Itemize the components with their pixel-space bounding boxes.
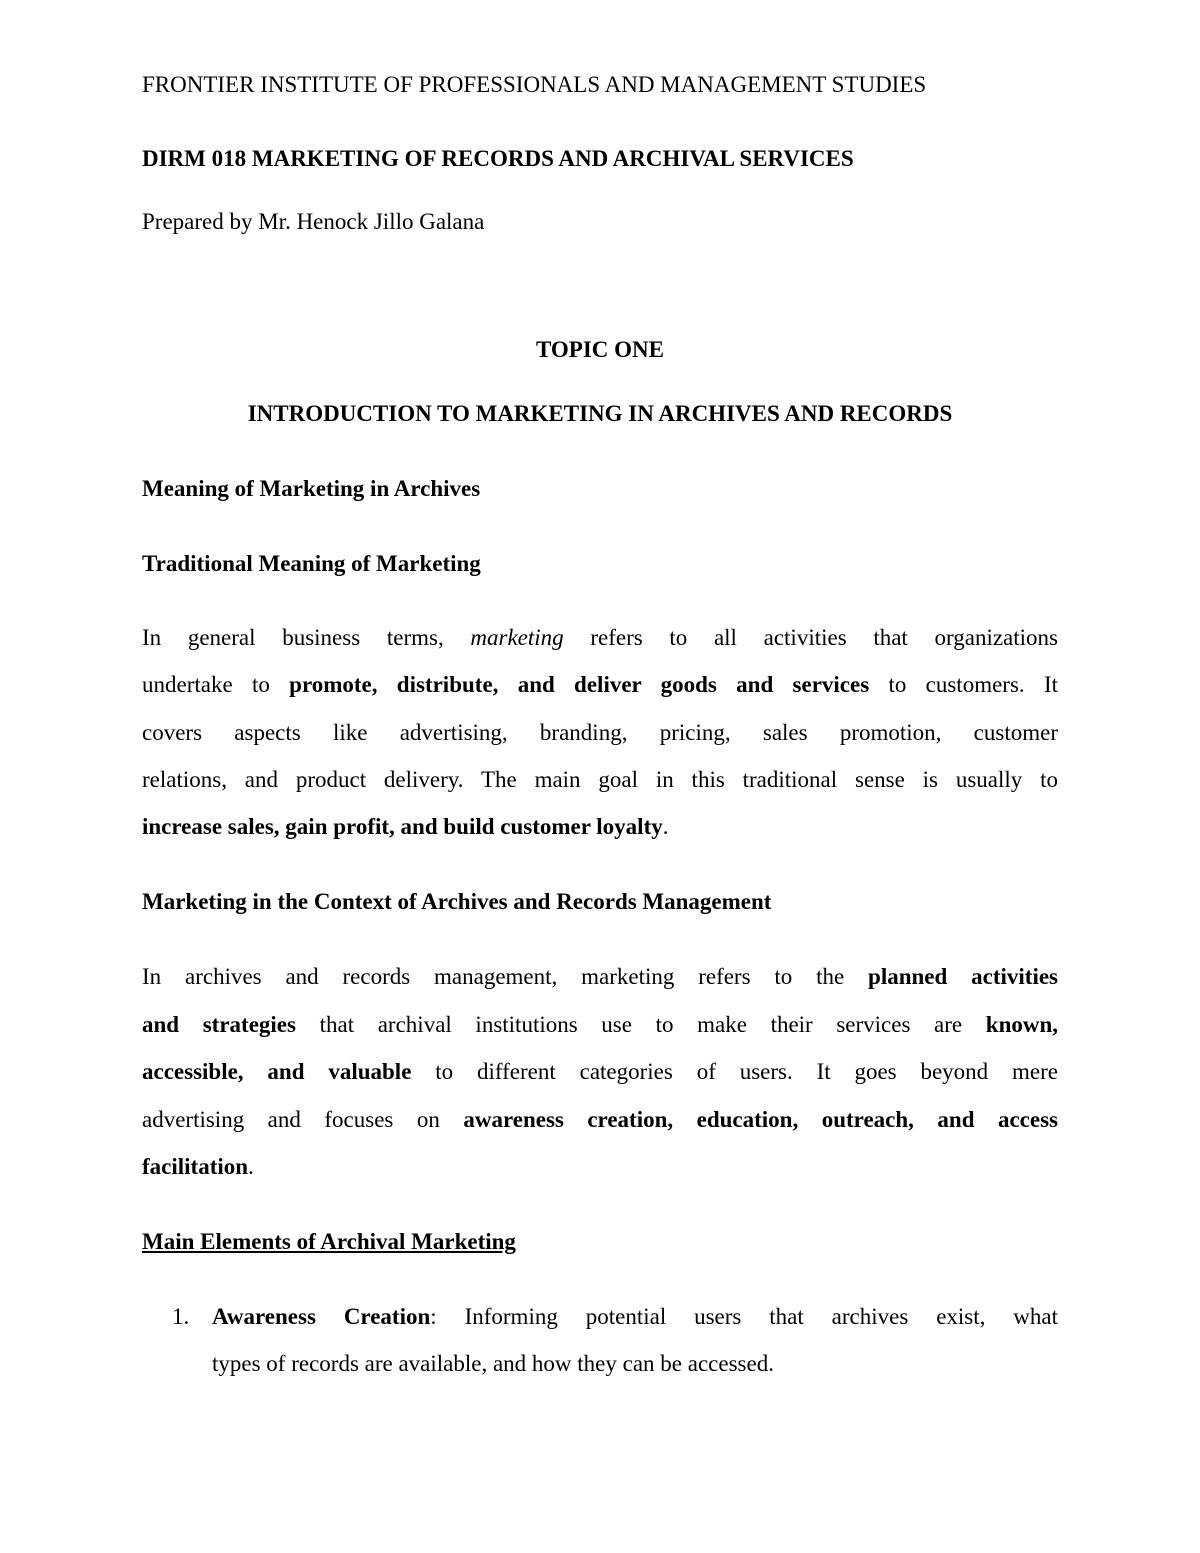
list-item-number: 1. — [172, 1304, 190, 1329]
list-item-title: Awareness Creation — [212, 1304, 431, 1329]
context-paragraph-line-1: In archives and records management, marketing refers to the planned activities — [142, 964, 1059, 989]
traditional-paragraph-line-3: covers aspects like advertising, branding, pricing, sales promotion, customer — [142, 720, 1058, 745]
context-heading: Marketing in the Context of Archives and Records Management — [142, 889, 772, 914]
context-paragraph-line-5: facilitation. — [142, 1154, 254, 1179]
author-line: Prepared by Mr. Henock Jillo Galana — [142, 209, 485, 234]
context-paragraph-line-3: accessible, and valuable to different categories of users. It goes beyond mere — [142, 1059, 1059, 1084]
elements-heading: Main Elements of Archival Marketing — [142, 1229, 516, 1254]
list-item-line-1: Awareness Creation: Informing potential users that archives exist, what — [212, 1304, 1058, 1329]
traditional-paragraph-line-5: increase sales, gain profit, and build customer loyalty. — [142, 814, 669, 839]
context-paragraph-line-2: and strategies that archival institutions use to make their services are known, — [142, 1012, 1059, 1037]
topic-title: INTRODUCTION TO MARKETING IN ARCHIVES AND RECORDS — [247, 401, 953, 426]
course-title: DIRM 018 MARKETING OF RECORDS AND ARCHIVAL SERVICES — [142, 146, 854, 171]
topic-number: TOPIC ONE — [535, 337, 665, 362]
traditional-paragraph-line-4: relations, and product delivery. The main goal in this traditional sense is usually to — [142, 767, 1058, 792]
traditional-paragraph-line-2: undertake to promote, distribute, and deliver goods and services to customers. It — [142, 672, 1058, 697]
meaning-heading: Meaning of Marketing in Archives — [142, 476, 481, 501]
traditional-paragraph-line-1: In general business terms, marketing refers to all activities that organizations — [142, 625, 1059, 650]
context-paragraph-line-4: advertising and focuses on awareness creation, education, outreach, and access — [142, 1107, 1058, 1132]
marketing-term: marketing — [470, 625, 564, 650]
institute-name: FRONTIER INSTITUTE OF PROFESSIONALS AND MANAGEMENT STUDIES — [142, 72, 927, 97]
traditional-heading: Traditional Meaning of Marketing — [142, 551, 481, 576]
list-item-line-2: types of records are available, and how they can be accessed. — [212, 1351, 774, 1376]
